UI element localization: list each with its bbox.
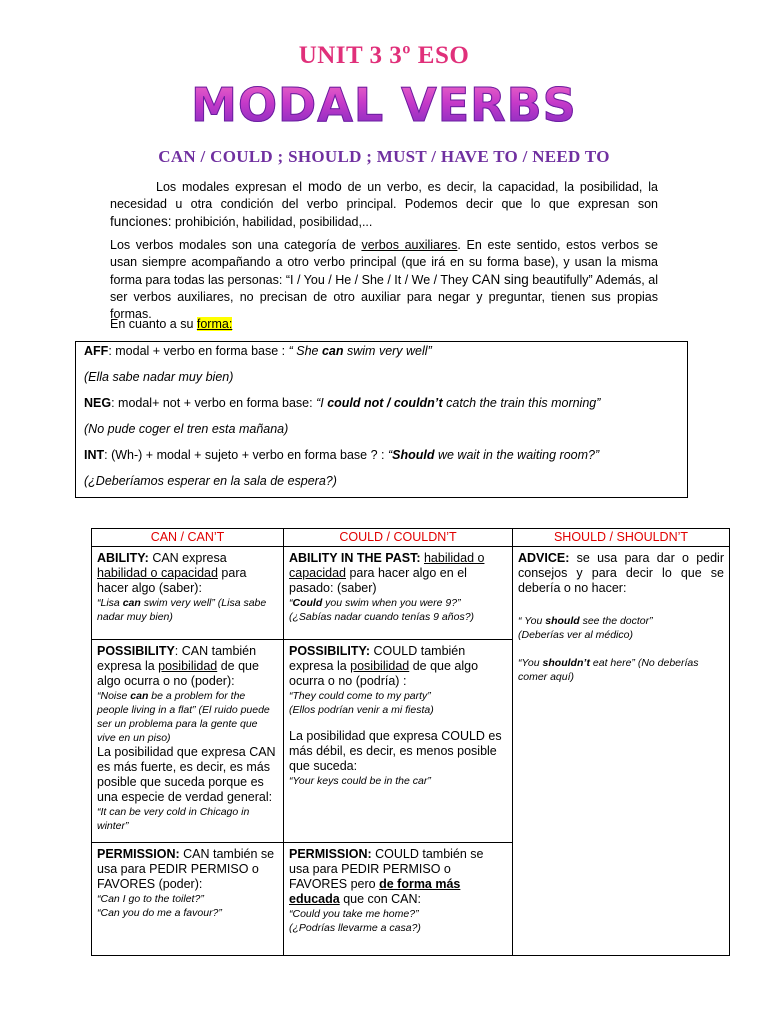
cell-label: PERMISSION:: [289, 847, 372, 861]
text: COULD también expresa la: [289, 644, 466, 673]
aff-line: [84, 344, 679, 370]
text: Los modales expresan el: [156, 180, 308, 194]
text: de forma más educada: [289, 877, 461, 906]
can-permission-cell: [92, 843, 284, 956]
example: [97, 596, 278, 624]
can-possibility-cell: [92, 640, 284, 843]
text: de que algo ocurra o no (podría) :: [289, 659, 479, 688]
text: “Lisa: [97, 597, 123, 609]
intro-paragraph-3: [110, 316, 658, 333]
text: Los verbos modales son una categoría de: [110, 238, 362, 252]
int-line: [84, 448, 679, 474]
text: “You: [518, 657, 543, 669]
example: “Your keys could be in the car”: [289, 775, 431, 787]
auxiliares-link: verbos auxiliares: [361, 238, 458, 252]
modo-word: modo: [307, 179, 342, 194]
text: para hacer algo en el pasado: (saber): [289, 566, 467, 595]
example: [289, 596, 507, 610]
forma-highlight: forma:: [196, 317, 233, 331]
text: should: [545, 615, 580, 627]
text: que con CAN:: [339, 892, 422, 906]
example: (Ellos podrían venir a mi fiesta): [289, 704, 434, 716]
text: could not / couldn’t: [327, 396, 443, 410]
could-ability-cell: [284, 547, 513, 640]
text: “ She: [288, 344, 322, 358]
text: eat here” (No deberías comer aquí): [518, 657, 699, 683]
text: se usa para dar o pedir consejos y para decir lo que se debería o no hacer:: [518, 551, 724, 595]
text: “: [289, 597, 293, 609]
text: posibilidad: [350, 659, 410, 673]
cell-label: ABILITY IN THE PAST:: [289, 551, 421, 565]
text: habilidad o capacidad: [97, 566, 218, 580]
main-title: MODAL VERBS: [0, 78, 768, 132]
text: . En este sentido, estos verbos se usan siempre acompañando a otro verbo principal (que irá en su forma base), y usan la misma forma para todas las personas: “I / You / He / She / It / We / They: [110, 238, 659, 287]
header-should: SHOULD / SHOULDN’T: [513, 529, 730, 547]
text: : CAN también expresa la: [97, 644, 257, 673]
subtitle: CAN / COULD ; SHOULD ; MUST / HAVE TO / NEED TO: [158, 147, 610, 166]
text: beautifully” Además, al ser verbos auxiliares, no precisan de otro auxiliar para negar y preguntar, tienen sus propias formas.: [110, 273, 658, 321]
example: (¿Sabías nadar cuando tenías 9 años?): [289, 611, 475, 623]
example: [518, 656, 724, 684]
example: (Deberías ver al médico): [518, 629, 633, 641]
text: catch the train this morning”: [442, 396, 601, 410]
can-ability-cell: [92, 547, 284, 640]
text: see the doctor”: [579, 615, 653, 627]
text: Should: [392, 448, 435, 462]
could-permission-cell: [284, 843, 513, 956]
text: para hacer algo (saber):: [97, 566, 247, 595]
text: “I: [316, 396, 328, 410]
cell-label: POSSIBILITY: [97, 644, 175, 658]
cell-label: ABILITY:: [97, 551, 149, 565]
text: can: [321, 344, 344, 358]
modals-table: [91, 528, 730, 956]
header-can: CAN / CAN’T: [92, 529, 284, 547]
int-translation: (¿Deberíamos esperar en la sala de espera?): [84, 474, 337, 488]
text: swim very well” (Lisa sabe nadar muy bien): [97, 597, 267, 623]
int-label: INT: [84, 448, 105, 462]
text: La posibilidad que expresa CAN es más fuerte, es decir, es más posible que suceda porque es una especie de verdad general:: [97, 745, 276, 804]
text: prohibición, habilidad, posibilidad,...: [171, 215, 373, 229]
example: “Can I go to the toilet?”: [97, 893, 204, 905]
unit-title: UNIT 3 3º ESO: [298, 42, 470, 69]
can-sing: CAN sing: [471, 272, 529, 287]
text: de un verbo, es decir, la capacidad, la posibilidad, la necesidad u otra condición del verbo principal. Podemos decir que lo que expresan son: [110, 180, 658, 211]
text: be a problem for the people living in a flat” (El ruido puede ser un problema para la gente que vive en un piso): [97, 690, 270, 744]
text: La posibilidad que expresa COULD es más débil, es decir, es menos posible que suceda:: [289, 729, 502, 773]
cell-label: PERMISSION:: [97, 847, 180, 861]
example: (¿Podrías llevarme a casa?): [289, 922, 421, 934]
funciones-word: funciones:: [110, 214, 172, 229]
example: [97, 689, 278, 745]
intro-paragraph-2: [110, 237, 658, 323]
table-header-row: [92, 529, 730, 547]
text: : (Wh-) + modal + sujeto + verbo en forma base ? :: [104, 448, 388, 462]
text: CAN también se usa para PEDIR PERMISO o FAVORES (poder):: [97, 847, 275, 891]
example: “Could you take me home?”: [289, 908, 419, 920]
intro-paragraph-1: [110, 178, 658, 231]
text: “: [387, 448, 393, 462]
example: [518, 614, 724, 628]
text: “ You: [518, 615, 546, 627]
text: Could: [292, 597, 323, 609]
text: habilidad o capacidad: [289, 551, 485, 580]
text: can: [122, 597, 141, 609]
should-advice-cell: [513, 547, 730, 956]
table-row: [92, 547, 730, 640]
cell-label: ADVICE:: [518, 551, 570, 565]
text: shouldn’t: [542, 657, 590, 669]
neg-translation: (No pude coger el tren esta mañana): [84, 422, 289, 436]
neg-line: [84, 396, 679, 422]
neg-label: NEG: [84, 396, 112, 410]
text: you swim when you were 9?”: [322, 597, 461, 609]
cell-label: POSSIBILITY:: [289, 644, 371, 658]
text: can: [130, 690, 149, 702]
text: : modal+ not + verbo en forma base:: [111, 396, 317, 410]
could-possibility-cell: [284, 640, 513, 843]
text: COULD también se usa para PEDIR PERMISO o FAVORES pero: [289, 847, 484, 891]
text: posibilidad: [158, 659, 218, 673]
aff-translation: (Ella sabe nadar muy bien): [84, 370, 234, 384]
example: “Can you do me a favour?”: [97, 907, 222, 919]
example: “It can be very cold in Chicago in winter”: [97, 806, 250, 832]
text: swim very well”: [343, 344, 432, 358]
text: we wait in the waiting room?”: [434, 448, 600, 462]
forms-box: [75, 341, 688, 498]
example: “They could come to my party”: [289, 690, 431, 702]
header-could: COULD / COULDN’T: [284, 529, 513, 547]
text: “Noise: [97, 690, 131, 702]
text: CAN expresa: [148, 551, 227, 565]
text: : modal + verbo en forma base :: [108, 344, 289, 358]
text: de que algo ocurra o no (poder):: [97, 659, 259, 688]
aff-label: AFF: [84, 344, 109, 358]
text: En cuanto a su: [110, 317, 197, 331]
